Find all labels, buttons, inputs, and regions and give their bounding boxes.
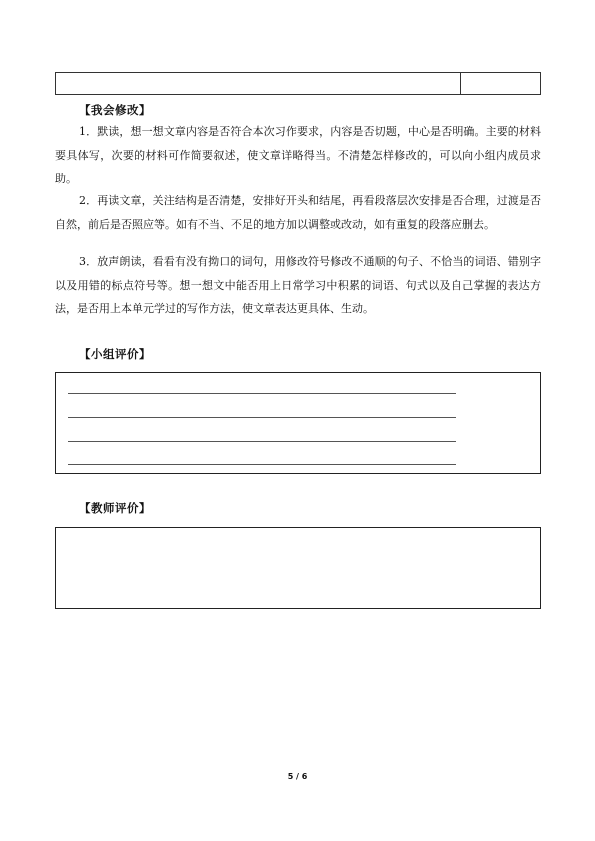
top-table-row — [55, 72, 541, 95]
revise-item-1: 1．默读，想一想文章内容是否符合本次习作要求，内容是否切题，中心是否明确。主要的材料要具体写，次要的材料可作简要叙述，使文章详略得当。不清楚怎样修改的，可以向小组内成员求助。 — [55, 125, 541, 185]
revise-item-2: 2．再读文章，关注结构是否清楚，安排好开头和结尾，再看段落层次安排是否合理，过渡是否自然，前后是否照应等。如有不当、不足的地方加以调整或改动，如有重复的段落应删去。 — [55, 194, 541, 231]
group-evaluation-heading: 【小组评价】 — [79, 347, 151, 361]
writing-line — [68, 393, 456, 394]
group-evaluation-box[interactable] — [55, 372, 541, 474]
teacher-evaluation-heading: 【教师评价】 — [79, 501, 151, 515]
revise-item-3: 3．放声朗读，看看有没有拗口的词句，用修改符号修改不通顺的句子、不恰当的词语、错别字以及用错的标点符号等。想一想文中能否用上日常学习中积累的词语、句式以及自己掌握的表达方法，是否用上本单元学过的写作方法，使文章表达更具体、生动。 — [55, 255, 541, 315]
writing-line — [68, 417, 456, 418]
page-number: 5 / 6 — [287, 772, 308, 781]
table-column-divider — [460, 73, 461, 94]
revise-heading: 【我会修改】 — [79, 103, 151, 117]
teacher-evaluation-box[interactable] — [55, 527, 541, 609]
writing-line — [68, 464, 456, 465]
writing-line — [68, 441, 456, 442]
